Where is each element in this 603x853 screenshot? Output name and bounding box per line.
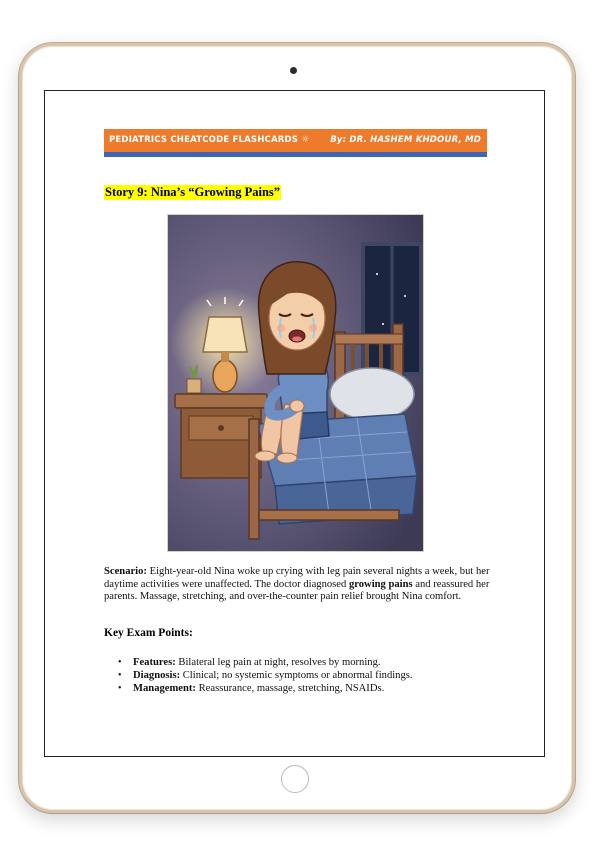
- document-page[interactable]: [44, 90, 545, 757]
- home-button[interactable]: [281, 765, 309, 793]
- camera-icon: [290, 67, 297, 74]
- list-item: [118, 669, 413, 682]
- header-series-title: PEDIATRICS CHEATCODE FLASHCARDS ☼: [109, 135, 310, 145]
- list-item: [118, 656, 413, 669]
- brain-icon: ☼: [301, 135, 310, 145]
- crying-girl-in-bed-illustration: [167, 214, 424, 552]
- list-item: [118, 682, 413, 695]
- scenario-label: Scenario:: [104, 566, 147, 577]
- story-title: Story 9: Nina’s “Growing Pains”: [105, 185, 281, 199]
- header-author: By: DR. HASHEM KHDOUR, MD: [330, 135, 481, 145]
- point-label: Diagnosis:: [133, 670, 181, 681]
- point-label: Features:: [133, 657, 176, 668]
- point-text: Reassurance, massage, stretching, NSAIDs.: [195, 683, 385, 694]
- key-points-list: [118, 656, 413, 695]
- key-exam-points-heading: Key Exam Points:: [104, 627, 193, 639]
- scenario-paragraph: [104, 566, 504, 604]
- point-label: Management:: [133, 683, 196, 694]
- scenario-text-after: and reassured her parents. Massage, stretching, and over-the-counter pain relief brought Nina comfort.: [104, 578, 490, 602]
- scenario-text-before: Eight-year-old Nina woke up crying with leg pain several nights a week, but her daytime activities were unaffected. The doctor diagnosed: [104, 566, 490, 590]
- point-text: Clinical; no systemic symptoms or abnormal findings.: [180, 670, 413, 681]
- page-header-band: [104, 129, 487, 157]
- point-text: Bilateral leg pain at night, resolves by morning.: [175, 657, 381, 668]
- scenario-highlight: growing pains: [348, 578, 413, 590]
